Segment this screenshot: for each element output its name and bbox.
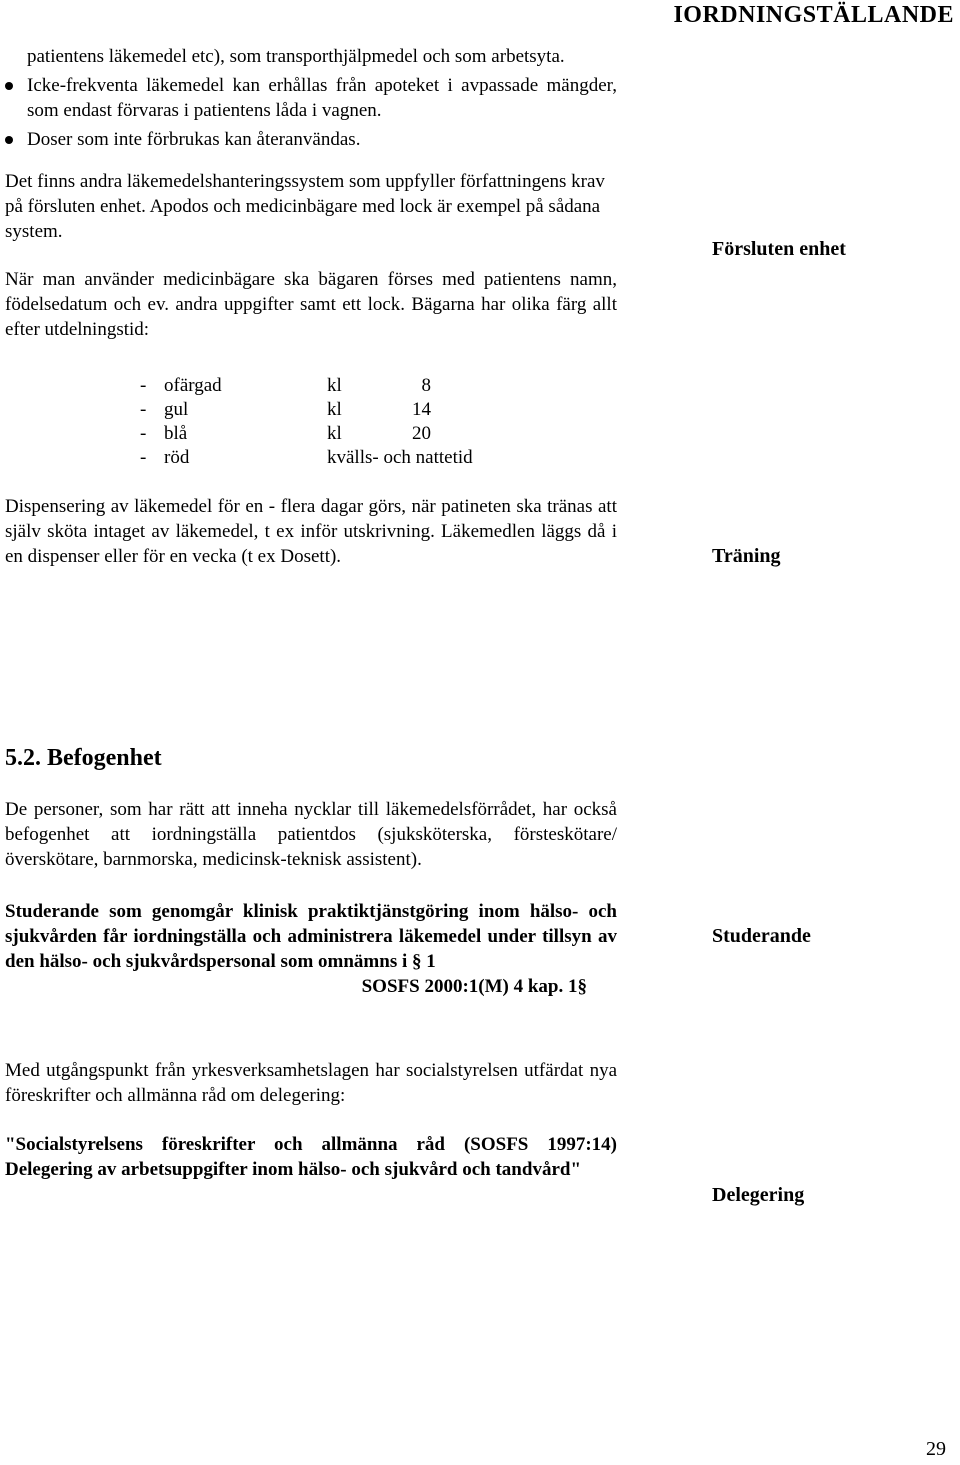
- lower-text-column: [5, 797, 617, 1182]
- schedule-row: - blå kl 20: [140, 423, 431, 444]
- margin-note-traning: Träning: [712, 545, 781, 567]
- schedule-row: - röd kvälls- och nattetid: [140, 447, 473, 468]
- statute-reference: SOSFS 2000:1(M) 4 kap. 1§: [361, 976, 587, 997]
- paragraph-delegation-quote: "Socialstyrelsens föreskrifter och allmänna råd (SOSFS 1997:14) Delegering av arbetsuppgifter inom hälso- och sjukvård och tandvård": [5, 1134, 617, 1180]
- paragraph-students: Studerande som genomgår klinisk praktiktjänstgöring inom hälso- och sjukvården får iordningställa och administrera läkemedel under tillsyn av den hälso- och sjukvårdspersonal som omnämns i § 1: [5, 901, 617, 972]
- main-text-column: [5, 44, 617, 569]
- bullet-text: Doser som inte förbrukas kan återanvändas.: [27, 129, 361, 150]
- section-heading: 5.2. Befogenhet: [5, 745, 162, 771]
- paragraph-other-systems: Det finns andra läkemedelshanteringssystem som uppfyller författningens krav på försluten enhet. Apodos och medicinbägare med lock är exempel på sådana system.: [5, 171, 605, 242]
- bullet-list: [5, 73, 617, 152]
- page-number: 29: [926, 1438, 946, 1460]
- margin-note-delegering: Delegering: [712, 1184, 805, 1206]
- page-header-title: IORDNINGSTÄLLANDE: [673, 2, 954, 28]
- bullet-item: [5, 127, 617, 152]
- paragraph-dispensing: Dispensering av läkemedel för en - flera dagar görs, när patineten ska tränas att själv sköta intaget av läkemedel, t ex inför utskrivning. Läkemedlen läggs då i en dispenser eller för en vecka (t ex Dosett).: [5, 496, 617, 567]
- bullet-text: Icke-frekventa läkemedel kan erhållas från apoteket i avpassade mängder, som endast förvaras i patientens låda i vagnen.: [27, 75, 617, 121]
- paragraph-delegation-intro: Med utgångspunkt från yrkesverksamhetslagen har socialstyrelsen utfärdat nya föreskrifter och allmänna råd om delegering:: [5, 1060, 617, 1106]
- color-schedule: [140, 374, 617, 470]
- paragraph-cups: När man använder medicinbägare ska bägaren förses med patientens namn, födelsedatum och ev. andra uppgifter samt ett lock. Bägarna har olika färg allt efter utdelningstid:: [5, 269, 617, 340]
- margin-note-studerande: Studerande: [712, 925, 811, 947]
- bullet-dot-icon: [5, 136, 13, 144]
- bullet-item: [5, 73, 617, 123]
- paragraph-authority: De personer, som har rätt att inneha nycklar till läkemedelsförrådet, har också befogenhet att iordningställa patientdos (sjuksköterska, försteskötare/överskötare, barnmorska, medicinsk-teknisk assistent).: [5, 799, 617, 870]
- margin-note-forsluten: Försluten enhet: [712, 238, 846, 260]
- bullet-dot-icon: [5, 82, 13, 90]
- intro-continuation: patientens läkemedel etc), som transporthjälpmedel och som arbetsyta.: [27, 46, 565, 67]
- schedule-row: - ofärgad kl 8: [140, 375, 431, 396]
- schedule-row: - gul kl 14: [140, 399, 431, 420]
